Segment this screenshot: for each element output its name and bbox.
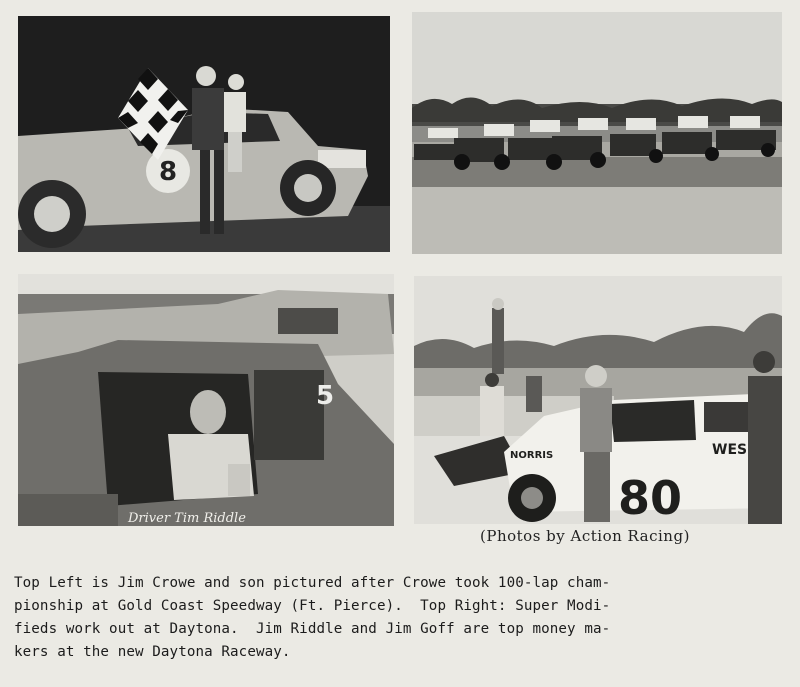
- photo-top-left: [18, 16, 390, 252]
- car-number-8: 8: [158, 157, 178, 187]
- caption-line: pionship at Gold Coast Speedway (Ft. Pierce). Top Right: Super Modi-: [14, 598, 611, 614]
- photo-top-right-image: [412, 12, 782, 254]
- photo-bottom-right: [414, 276, 782, 524]
- photo-bottom-left-image: [18, 274, 394, 526]
- photo-credit: (Photos by Action Racing): [480, 527, 690, 545]
- caption-line: fieds work out at Daytona. Jim Riddle and Jim Goff are top money ma-: [14, 621, 611, 637]
- car-number-80: 80: [617, 471, 683, 524]
- sponsor-lettering: WES: [712, 442, 748, 458]
- photo-bottom-left: [18, 274, 394, 526]
- caption-line: kers at the new Daytona Raceway.: [14, 644, 291, 660]
- caption-line: Top Left is Jim Crowe and son pictured after Crowe took 100-lap cham-: [14, 575, 611, 591]
- door-lettering: Driver Tim Riddle: [128, 511, 246, 526]
- caption: [14, 572, 786, 664]
- photo-bottom-right-image: [414, 276, 782, 524]
- door-name-lettering: NORRIS: [510, 450, 554, 461]
- photo-top-right: [412, 12, 782, 254]
- car-number-5: 5: [316, 381, 335, 411]
- photo-top-left-image: [18, 16, 390, 252]
